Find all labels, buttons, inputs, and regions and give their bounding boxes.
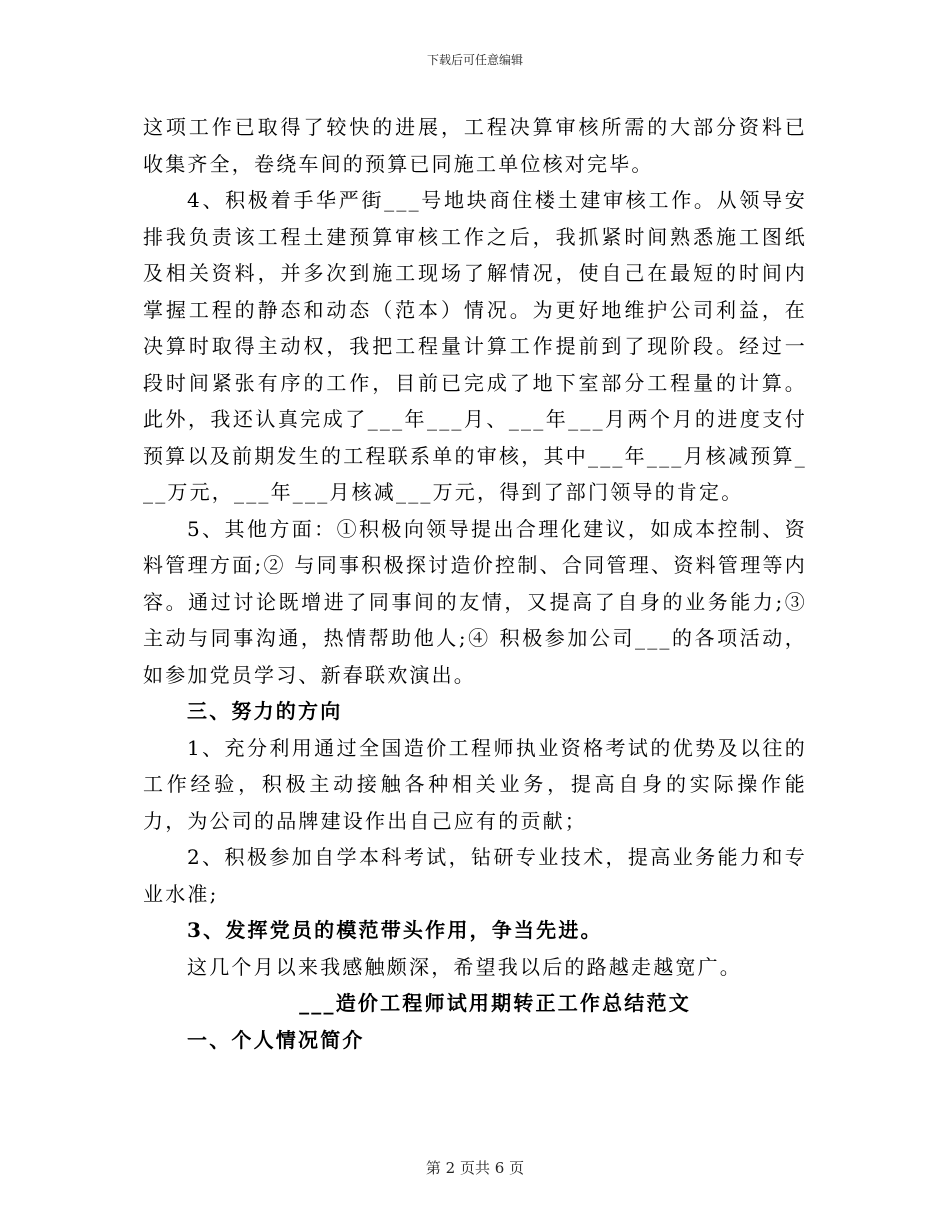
paragraph-item-5: 5、其他方面：①积极向领导提出合理化建议，如成本控制、资料管理方面;② 与同事积极探讨造价控制、合同管理、资料管理等内容。通过讨论既增进了同事间的友情，又提高了自身的业务能力;③ 主动与同事沟通，热情帮助他人;④ 积极参加公司___的各项活动，如参加党员学习、新春联欢演出。 <box>143 516 807 687</box>
document-body <box>143 109 807 1058</box>
article-title: ___造价工程师试用期转正工作总结范文 <box>299 991 691 1015</box>
paragraph-progress-continued: 这项工作已取得了较快的进展，工程决算审核所需的大部分资料已收集齐全，卷绕车间的预算已同施工单位核对完毕。 <box>143 115 807 176</box>
paragraph-direction-2: 2、积极参加自学本科考试，钻研专业技术，提高业务能力和专业水准; <box>143 845 807 906</box>
section-heading-direction: 三、努力的方向 <box>187 699 343 723</box>
page-header: 下载后可任意编辑 <box>426 53 523 67</box>
paragraph-direction-1: 1、充分利用通过全国造价工程师执业资格考试的优势及以往的工作经验，积极主动接触各种相关业务，提高自身的实际操作能力，为公司的品牌建设作出自己应有的贡献； <box>143 735 807 833</box>
paragraph-item-4: 4、积极着手华严街___号地块商住楼土建审核工作。从领导安排我负责该工程土建预算审核工作之后，我抓紧时间熟悉施工图纸及相关资料，并多次到施工现场了解情况，使自己在最短的时间内掌握工程的静态和动态（范本）情况。为更好地维护公司利益，在决算时取得主动权，我把工程量计算工作提前到了现阶段。经过一段时间紧张有序的工作，目前已完成了地下室部分工程量的计算。此外，我还认真完成了___年___月、___年___月两个月的进度支付预算以及前期发生的工程联系单的审核，其中___年___月核减预算___万元，___年___月核减___万元，得到了部门领导的肯定。 <box>143 188 807 504</box>
page-footer: 第 2 页共 6 页 <box>425 1159 525 1177</box>
paragraph-direction-3: 3、发挥党员的模范带头作用，争当先进。 <box>187 918 603 942</box>
section-heading-personal: 一、个人情况简介 <box>187 1027 365 1052</box>
paragraph-closing: 这几个月以来我感触颇深，希望我以后的路越走越宽广。 <box>187 954 742 979</box>
